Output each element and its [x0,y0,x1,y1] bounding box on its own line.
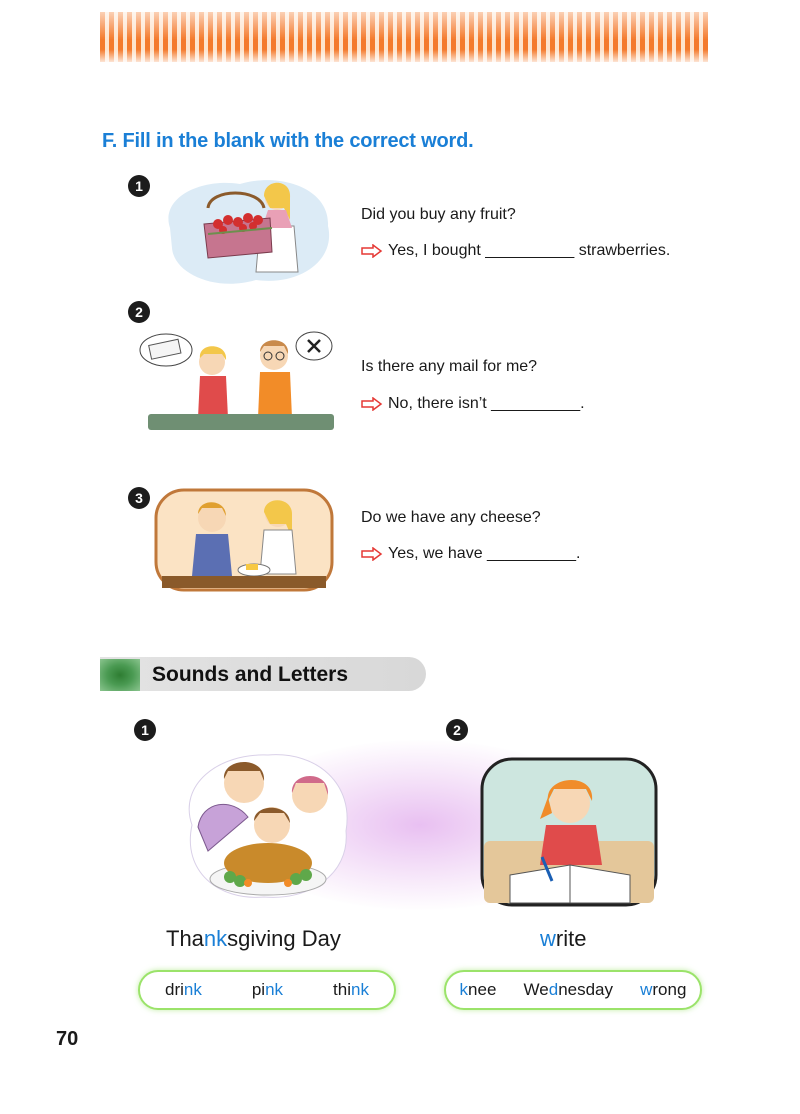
exercise-1-question: Did you buy any fruit? [361,206,516,223]
pill-word: wrong [640,980,687,999]
arrow-right-icon [361,547,383,561]
sounds-number-2: 2 [446,719,468,741]
girl-with-strawberry-basket-illustration [160,168,336,290]
exercise-3-question: Do we have any cheese? [361,509,541,526]
girl-writing-illustration [480,757,658,907]
word-part: Tha [166,926,204,951]
kids-no-mail-illustration [136,326,340,438]
word-highlight: w [540,926,556,951]
sounds-item-1-word [166,926,341,952]
sounds-letters-header-chip [100,659,140,691]
exercise-number-1: 1 [128,175,150,197]
pill-word: think [333,980,369,999]
sounds-item-2-word [540,926,586,952]
exercise-number-2: 2 [128,301,150,323]
word-highlight: nk [203,926,228,951]
word-part: sgiving Day [227,926,341,951]
section-title: F. Fill in the blank with the correct word. [102,130,474,152]
exercise-1-answer: Yes, I bought __________ strawberries. [388,242,671,259]
pill-word: knee [459,980,497,999]
sounds-number-1: 1 [134,719,156,741]
pill-word: pink [251,980,284,999]
exercise-2-question: Is there any mail for me? [361,358,538,375]
exercise-1-answer-row [361,242,670,260]
page-number: 70 [56,1028,79,1050]
arrow-right-icon [361,244,383,258]
exercise-3-answer-row [361,545,580,563]
arrow-right-icon [361,397,383,411]
sounds-letters-title: Sounds and Letters [152,663,349,686]
sounds-item-2-word-pill [444,970,702,1010]
pill-word: drink [164,980,202,999]
sounds-item-1-word-pill [138,970,396,1010]
top-stripe-banner [100,12,708,62]
exercise-2-answer-row [361,395,585,413]
exercise-number-3: 3 [128,487,150,509]
word-part: rite [555,926,587,951]
exercise-2-answer: No, there isn’t __________. [388,395,585,412]
exercise-3-answer: Yes, we have __________. [388,545,581,562]
thanksgiving-family-illustration [178,745,354,901]
pill-word: Wednesday [523,980,614,999]
kids-cheese-illustration [152,484,336,596]
